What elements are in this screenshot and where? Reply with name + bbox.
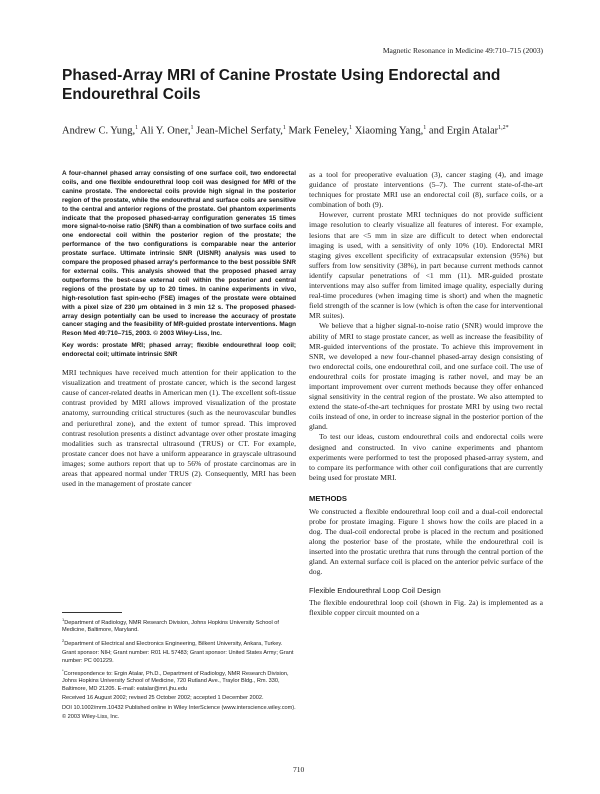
author-affiliation-mark: 1: [282, 125, 286, 131]
footnote-text: Received 16 August 2002; revised 25 October 2002; accepted 1 December 2002.: [62, 695, 264, 702]
journal-header: Magnetic Resonance in Medicine 49:710–715 (2003): [382, 46, 543, 55]
subsection-paragraph: The flexible endourethral loop coil (shown in Fig. 2a) is implemented as a flexible copper circuit mounted on a: [309, 597, 543, 617]
footnote-divider: [62, 612, 122, 613]
subsection-heading: Flexible Endourethral Loop Coil Design: [309, 585, 441, 595]
footnote: [62, 695, 296, 702]
footnote: [62, 637, 296, 648]
left-column: [62, 170, 296, 489]
footnote-mark: *: [62, 668, 64, 674]
abstract: A four-channel phased array consisting of one surface coil, two endorectal coils, and one flexible endourethral loop coil was designed for MRI of the canine prostate. The endorectal coils provide high signal in the posterior region of the prostate, while the endourethral and surface coils are sensitive to the central and anterior regions of the prostate. Gel phantom experiments indicate that the proposed phased-array configuration generates 15 times more signal-to-noise ratio (SNR) than a combination of two surface coils and one endorectal coil within the posterior region of the prostate; the performance of the two configurations is comparable near the anterior prostate surface. Ultimate intrinsic SNR (UISNR) analysis was used to compare the proposed phased array's performance to the best possible SNR for external coils. This analysis showed that the proposed phased array outperforms the best-case external coil within the posterior and central regions of the prostate by up to 20 times. In canine experiments in vivo, high-resolution fast spin-echo (FSE) images of the prostate were obtained with a pixel size of 230 μm obtained in 3 min 12 s. The proposed phased-array design potentially can be used to increase the accuracy of prostate cancer staging and the feasibility of MR-guided prostate interventions. Magn Reson Med 49:710–715, 2003. © 2003 Wiley-Liss, Inc.: [62, 170, 296, 338]
footnote-mark: 1: [62, 617, 65, 622]
footnotes: [62, 616, 296, 724]
author-affiliation-mark: 1: [135, 125, 139, 131]
footnote-text: Department of Electrical and Electronics Engineering, Bilkent University, Ankara, Turkey.: [64, 640, 283, 647]
footnote-text: Grant sponsor: NIH; Grant number: R01 HL 57483; Grant sponsor: United States Army; Grant number: PC 001229.: [62, 650, 294, 664]
footnote: [62, 650, 296, 665]
author: Jean-Michel Serfaty,: [196, 125, 283, 137]
page-number: 710: [293, 765, 305, 774]
author-affiliation-mark: 1: [349, 125, 353, 131]
section-heading-methods: METHODS: [309, 493, 347, 503]
body-paragraph: However, current prostate MRI techniques do not provide sufficient image resolution to clearly visualize all features of interest. For example, lesions that are <5 mm in size are difficult to detect when endorectal imaging is used, with a sensitivity of only 10% (10). Endorectal MRI staging gives excellent specificity of extracapsular extension (95%) but suffers from low sensitivity (38%), in part because current methods cannot identify capsular penetrations of <1 mm (11). MR-guided prostate interventions may also suffer from limited image quality, especially during real-time procedures (when imaging time is short) and when the magnetic field strength of the scanner is low (which is often the case for interventional MR suites).: [309, 210, 543, 321]
author: Mark Feneley,: [288, 125, 350, 137]
footnote: [62, 705, 296, 712]
body-paragraph: To test our ideas, custom endourethral coils and endorectal coils were designed and constructed. In vivo canine experiments and phantom experiments were performed to test the proposed phased-array system, and to compare its performance with other coil configurations that are currently being used for prostate MRI.: [309, 432, 543, 482]
footnote-text: Correspondence to: Ergin Atalar, Ph.D., Department of Radiology, NMR Research Division, Johns Hopkins University School of Medicine, 720 Rutland Ave., Traylor Bldg., Rm. 330, Baltimore, MD 21205. E-mail: eatalar@mri.jhu.edu: [62, 670, 289, 692]
keywords: Key words: prostate MRI; phased array; flexible endourethral loop coil; endorectal coil; ultimate intrinsic SNR: [62, 342, 296, 359]
footnote: [62, 667, 296, 693]
author: Ali Y. Oner,: [140, 125, 191, 137]
intro-paragraph: MRI techniques have received much attention for their application to the visualization and treatment of prostate cancer, which is the second largest cause of cancer-related deaths in American men (1). The excellent soft-tissue contrast provided by MRI allows improved visualization of the prostate anatomy, surrounding critical structures (such as the neurovascular bundles and periurethral zone), and the extent of tumor spread. This improved contrast resolution presents a distinct advantage over other prostate imaging modalities such as transrectal ultrasound (TRUS) or CT. For example, prostate cancer does not have a uniform appearance in grayscale ultrasound images; some authors report that up to 56% of prostate carcinomas are in areas that appeared normal under TRUS (2). Consequently, MRI has been used in the management of prostate cancer: [62, 368, 296, 489]
footnote-text: © 2003 Wiley-Liss, Inc.: [62, 714, 120, 721]
footnote-text: DOI 10.1002/mrm.10432 Published online in Wiley InterScience (www.interscience.wiley.com).: [62, 704, 296, 711]
body-paragraph: We believe that a higher signal-to-noise ratio (SNR) would improve the ability of MRI to stage prostate cancer, as well as increase the feasibility of MR-guided interventions of the prostate. To achieve this improvement in SNR, we developed a new four-channel phased-array design consisting of two endorectal coils, one endourethral coil, and one surface coil. The use of endourethral coils for prostate imaging is rather novel, and may be an important improvement over current methods because they offer enhanced signal sensitivity in the central region of the prostate. We also attempted to extend the state-of-the-art techniques for prostate MRI by using two rectal coils instead of one, in order to increase signal in the posterior portion of the gland.: [309, 321, 543, 432]
author-affiliation-mark: 1,2*: [498, 125, 509, 131]
author: and Ergin Atalar: [428, 125, 499, 137]
author-affiliation-mark: 1: [423, 125, 427, 131]
author: Andrew C. Yung,: [62, 125, 136, 137]
methods-paragraph: We constructed a flexible endourethral loop coil and a dual-coil endorectal probe for prostate imaging. Figure 1 shows how the coils are placed in a dog. The dual-coil endorectal probe is placed in the rectum and positioned along the posterior base of the prostate, while the endourethral coil is inserted into the prostatic urethra that runs through the central portion of the gland. An external surface coil is placed on the anterior pelvic surface of the dog.: [309, 506, 543, 577]
footnote-text: Department of Radiology, NMR Research Division, Johns Hopkins University School of Medicine, Baltimore, Maryland.: [62, 619, 279, 634]
body-paragraph: as a tool for preoperative evaluation (3), cancer staging (4), and image guidance of prostate interventions (5–7). The current state-of-the-art techniques for prostate MRI use an endorectal coil (8), surface coils, or a combination of both (9).: [309, 170, 543, 210]
paper-title: Phased-Array MRI of Canine Prostate Using Endorectal and Endourethral Coils: [62, 67, 501, 103]
author-list: [62, 121, 552, 139]
author-affiliation-mark: 1: [190, 125, 194, 131]
right-column: [309, 170, 543, 618]
footnote: [62, 616, 296, 634]
footnote: [62, 714, 296, 721]
footnote-mark: 2: [62, 637, 65, 643]
author: Xiaoming Yang,: [354, 125, 424, 137]
